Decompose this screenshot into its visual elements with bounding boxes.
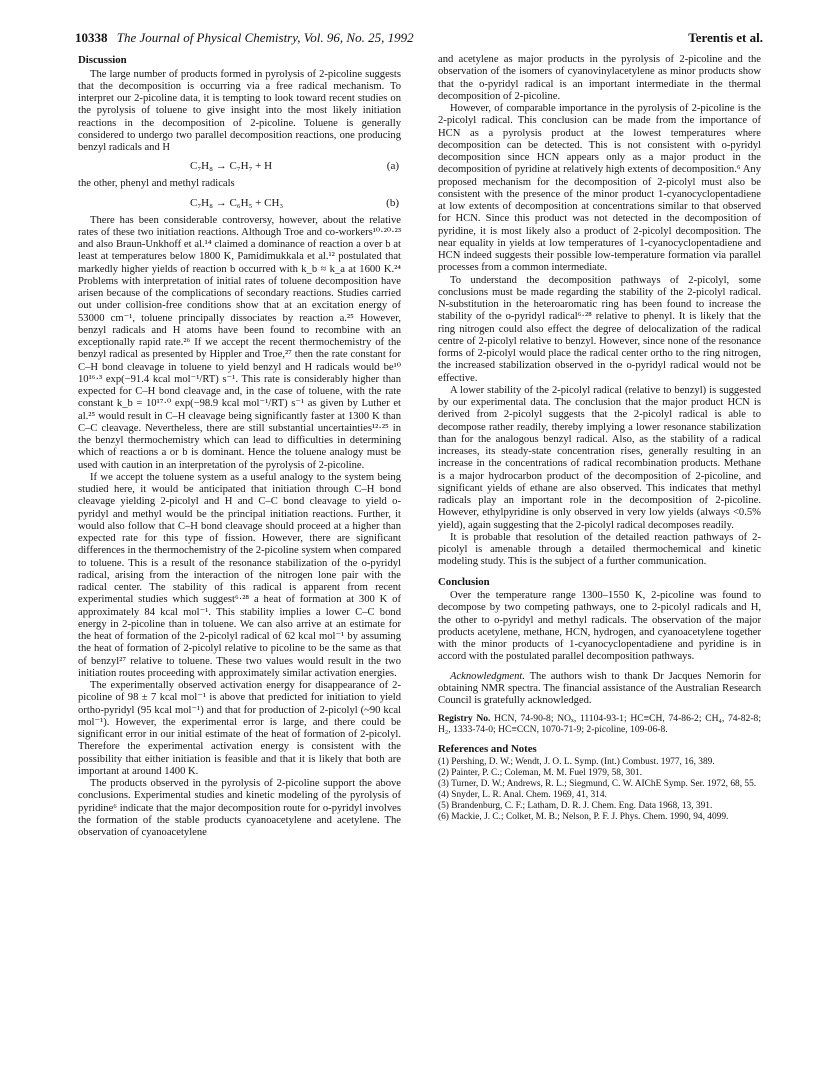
references-list: [438, 757, 761, 822]
journal-title: The Journal of Physical Chemistry, Vol. 96, No. 25, 1992: [116, 30, 414, 45]
registry-numbers: [438, 713, 761, 735]
header-authors: Terentis et al.: [688, 30, 763, 45]
reference-item: (2) Painter, P. C.; Coleman, M. M. Fuel 1979, 58, 301.: [438, 768, 643, 779]
acknowledgment-text: The authors wish to thank Dr Jacques Nemorin for obtaining NMR spectra. The financial assistance of the Australian Research Council is gratefully acknowledged.: [438, 670, 761, 706]
discussion-paragraph-6: and acetylene as major products in the pyrolysis of 2-picoline and the observation of the isomers of cyanovinylacetylene as minor products show that the o-pyridyl radical is an important intermediate in the thermal decomposition of 2-picoline.: [438, 54, 761, 102]
discussion-paragraph-3: If we accept the toluene system as a useful analogy to the system being studied here, it would be anticipated that initiation through C–H bond cleavage yielding 2-picolyl and H and C–C bond cleavage to yield o-pyridyl and methyl would be the principal initiation reactions. Further, it would also follow that C–H bond cleavage should proceed at a higher than expected rate for this type of fission. However, there are significant differences in the thermochemistry of the 2-picoline system when compared to toluene. This is a result of the resonance stabilization of the o-pyridyl radical, arising from the interaction of the nitrogen lone pair with the radical center. The stability of this radical is apparent from recent experimental studies which suggest⁶·²⁸ a heat of formation at 300 K of approximately 84 kcal mol⁻¹. This stability implies a lower C–C bond energy in 2-picoline than in toluene. We can also arrive at an estimate for the heat of formation of the 2-picolyl radical of 62 kcal mol⁻¹ by assuming the heat of formation of 2-picolyl relative to picoline to be the same as that of benzyl²⁷ relative to toluene. These two values would result in the two initiation routes proceeding with approximately similar activation energies.: [78, 471, 401, 679]
reference-item: (5) Brandenburg, C. F.; Latham, D. R. J. Chem. Eng. Data 1968, 13, 391.: [438, 800, 713, 811]
equation-a-text: C₇H₈ → C₇H₇ + H: [190, 160, 273, 173]
references-heading: References and Notes: [438, 742, 537, 755]
discussion-paragraph-1b: the other, phenyl and methyl radicals: [78, 178, 235, 190]
registry-text: HCN, 74-90-8; NOₓ, 11104-93-1; HC≡CH, 74-86-2; CH₄, 74-82-8; H₂, 1333-74-0; HC≡CCN, 1070-71-9; 2-picoline, 109-06-8.: [438, 713, 761, 736]
acknowledgment: [438, 671, 761, 708]
discussion-paragraph-7: However, of comparable importance in the pyrolysis of 2-picoline is the 2-picolyl radical. This conclusion can be made from the importance of HCN as a pyrolysis product at the lowest temperatures where decomposition can be detected. This is not consistent with o-pyridyl decomposition since HCN appears only as a major product in the decomposition of pyridine at relatively high extents of decomposition.⁶ Any proposed mechanism for the decomposition of 2-picolyl must also be consistent with the presence of the minor product 1-cyanocyclopentadiene at low extents of decomposition at concentrations similar to that observed for HCN. Since this product was not detected in the decomposition of pyridine, it is most likely also a product of 2-picolyl decomposition. The near equality in yields at low temperatures of 1-cyanocyclopentadiene and HCN indeed suggests their possible low-temperature formation via parallel processes from a common intermediate.: [438, 103, 761, 274]
header-left: [75, 30, 414, 46]
discussion-paragraph-9: A lower stability of the 2-picolyl radical (relative to benzyl) is suggested by our experimental data. The conclusion that the major product HCN is derived from 2-picolyl suggests that the 2-picolyl radical is able to decompose rather readily, thereby implying a lower resonance stabilization than for the analogous benzyl radical. Also, as the stability of a radical increases, its steady-state concentration rises, generally resulting in an increase in the concentrations of radical recombination products. Methane is a major hydrocarbon product of the decomposition of 2-picoline, and significant yields of ethane are also observed. This indicates that methyl radicals play an important role in the decomposition of 2-picoline. However, ethylpyridine is only observed in very low yields (always <0.5% yield), again suggesting that the 2-picolyl radical decomposes readily.: [438, 384, 761, 531]
left-column: [78, 54, 401, 839]
equation-a: [78, 158, 401, 174]
right-column: [438, 54, 761, 823]
discussion-paragraph-2: There has been considerable controversy, however, about the relative rates of these two initiation reactions. Although Troe and co-workers¹⁰·²⁰·²³ and also Braun-Unkhoff et al.¹⁴ claimed a dominance of reaction a over b at least at temperatures below 1800 K, Pamidimukkala et al.¹² postulated that markedly higher yields of reaction b occurred with k_b ≈ k_a at 1600 K.²⁴ Problems with interpretation of initial rates of toluene decomposition have arisen because of the complications of secondary reactions. Studies carried out under collision-free conditions show that at an excitation energy of 53000 cm⁻¹, toluene principally dissociates by reaction a.²⁵ However, benzyl radicals and H atoms have been found to recombine with an exceptionally rapid rate.²⁶ If we accept the recent thermochemistry of the benzyl radical as presented by Hippler and Troe,²⁷ then the rate constant for C–H bond cleavage in toluene to yield benzyl and H radicals would be¹⁰ 10¹⁶·³ exp(−91.4 kcal mol⁻¹/RT) s⁻¹. This rate is considerably higher than expected for C–H bond cleavage and, in the case of toluene, with the rate constant k_b = 10¹⁷·⁰ exp(−98.9 kcal mol⁻¹/RT) s⁻¹ as given by Luther et al.²⁵ would result in C–H cleavage being significantly faster at 1300 K than C–C cleavage. Nevertheless, there are still substantial uncertainties¹²·²⁵ in the benzyl thermochemistry which can lead to difficulties in determining which of reactions a or b is dominant. Hence the toluene analogy must be used with caution in an interpretation of the pyrolysis of 2-picoline.: [78, 214, 401, 471]
reference-item: (1) Pershing, D. W.; Wendt, J. O. L. Symp. (Int.) Combust. 1977, 16, 389.: [438, 757, 715, 768]
reference-item: (3) Turner, D. W.; Andrews, R. L.; Siegmund, C. W. AIChE Symp. Ser. 1972, 68, 55.: [438, 778, 757, 789]
discussion-paragraph-1: The large number of products formed in pyrolysis of 2-picoline suggests that the decomposition is occurring via a free radical mechanism. To interpret our 2-picoline data, it is tempting to look toward recent studies on the pyrolysis of toluene to give insight into the most likely initiation reactions in the decomposition of 2-picoline. Toluene is generally considered to undergo two parallel decomposition reactions, one producing benzyl radicals and H: [78, 68, 401, 153]
page-header: [75, 30, 763, 46]
equation-b: [78, 195, 401, 211]
equation-a-label: (a): [386, 160, 399, 173]
registry-lead: Registry No.: [438, 713, 491, 725]
page-number: 10338: [75, 30, 108, 45]
discussion-heading: Discussion: [78, 54, 127, 66]
equation-b-label: (b): [386, 196, 399, 209]
reference-item: (4) Snyder, L. R. Anal. Chem. 1969, 41, 314.: [438, 789, 607, 800]
reference-item: (6) Mackie, J. C.; Colket, M. B.; Nelson, P. F. J. Phys. Chem. 1990, 94, 4099.: [438, 811, 729, 822]
discussion-paragraph-4: The experimentally observed activation energy for disappearance of 2-picoline of 98 ± 7 kcal mol⁻¹ is above that predicted for initiation to yield ortho-pyridyl (95 kcal mol⁻¹) and that for production of 2-picolyl (~90 kcal mol⁻¹). However, the experimental error is large, and there could be significant error in our initial estimate of the heat of formation of 2-picolyl. Therefore the experimental activation energy is consistent with the possibility that either initiation is feasible and that it is likely that both are important at around 1400 K.: [78, 680, 401, 777]
acknowledgment-lead: Acknowledgment.: [450, 670, 526, 682]
conclusion-paragraph: Over the temperature range 1300–1550 K, 2-picoline was found to decompose by two competing pathways, one to 2-picolyl radicals and H, the other to o-pyridyl and methyl radicals. The observation of the major products acetylene, methane, HCN, hydrogen, and cyanoacetylene together with the minor products of 1-cyanocyclopentadiene and pyridine is in accord with the postulated parallel decomposition pathways.: [438, 590, 761, 663]
discussion-paragraph-5: The products observed in the pyrolysis of 2-picoline support the above conclusions. Experimental studies and kinetic modeling of the pyrolysis of pyridine⁶ indicate that the major decomposition route for o-pyridyl involves the formation of the stable products cyanoacetylene and acetylene. The observation of cyanoacetylene: [78, 778, 401, 838]
conclusion-heading: Conclusion: [438, 575, 490, 588]
discussion-paragraph-8: To understand the decomposition pathways of 2-picolyl, some conclusions must be made regarding the stability of the 2-picolyl radical. N-substitution in the heteroaromatic ring has been found to increase the stability of the o-pyridyl radical⁶·²⁸ relative to phenyl. It is likely that the ring nitrogen could also effect the degree of delocalization of the radical centre of 2-picolyl relative to benzyl. However, since none of the resonance forms of 2-picolyl would place the radical center ortho to the ring nitrogen, the increased stabilization observed in the o-pyridyl radical would not be effective.: [438, 274, 761, 384]
equation-b-text: C₇H₈ → C₆H₅ + CH₃: [190, 196, 284, 209]
discussion-paragraph-10: It is probable that resolution of the detailed reaction pathways of 2-picolyl is amenable through a detailed thermochemical and kinetic modeling study. This is the subject of a further communication.: [438, 531, 761, 568]
